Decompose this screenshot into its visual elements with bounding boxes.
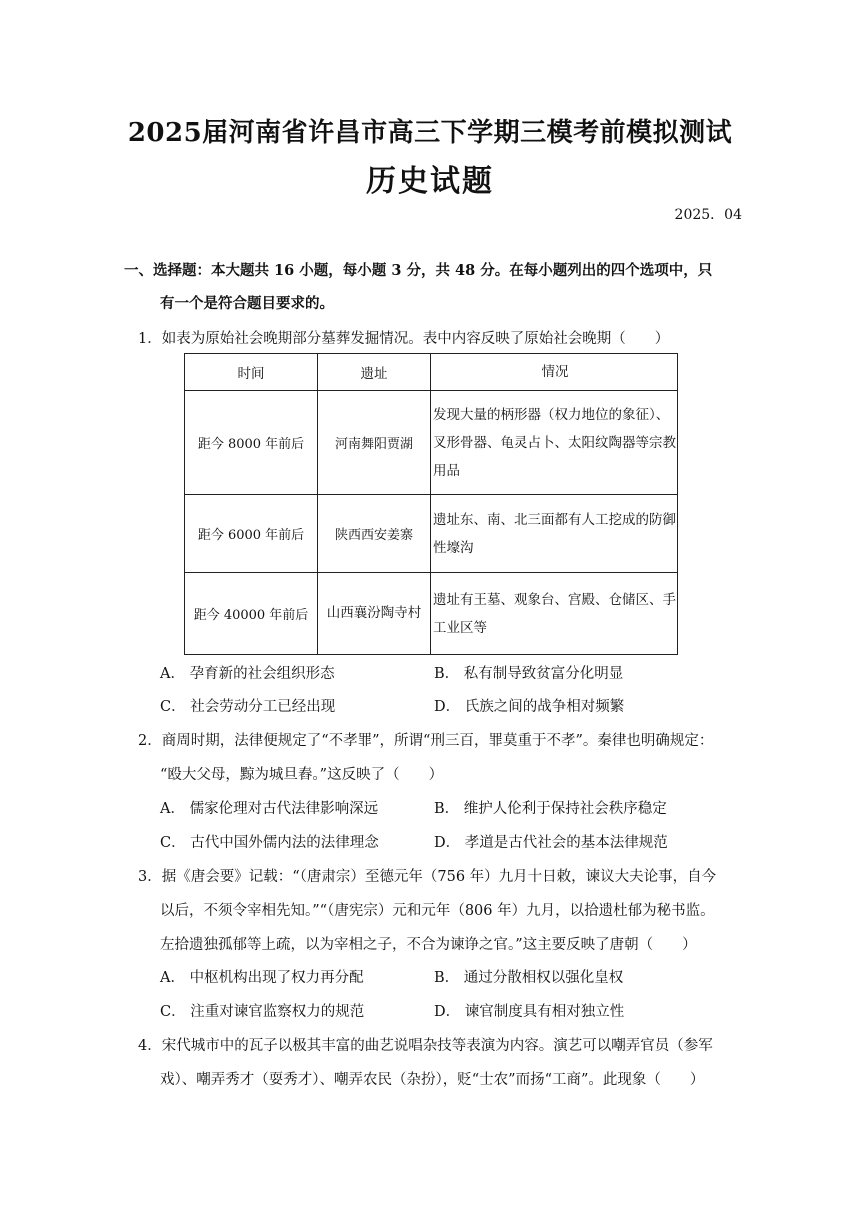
table-cell-time: 距今 40000 年前后 [185,573,318,655]
q1-stem: 1．如表为原始社会晚期部分墓葬发掘情况。表中内容反映了原始社会晚期（ ） [138,331,670,347]
q1-table [184,353,678,655]
table-cell-time: 距今 6000 年前后 [185,495,318,573]
table-cell-site: 陕西西安姜寨 [318,495,431,573]
q3-stem-line1: 3．据《唐会要》记载：“（唐肃宗）至德元年（756 年）九月十日敕，谏议大夫论事，自今 [138,869,717,885]
q2-option-b[interactable]: B． 维护人伦利于保持社会秩序稳定 [434,801,667,817]
q4-stem-line1: 4．宋代城市中的瓦子以极其丰富的曲艺说唱杂技等表演为内容。演艺可以嘲弄官员（参军 [138,1038,713,1054]
q1-option-a[interactable]: A． 孕育新的社会组织形态 [160,666,335,682]
q3-option-d[interactable]: D． 谏官制度具有相对独立性 [434,1004,625,1020]
exam-title: 2025届河南省许昌市高三下学期三模考前模拟测试 [127,118,733,148]
table-row [185,573,678,655]
exam-date: 2025．04 [674,207,742,223]
q3-stem-line3: 左拾遗独孤郁等上疏，以为宰相之子，不合为谏诤之官。”这主要反映了唐朝（ ） [160,937,697,953]
table-cell-time: 距今 8000 年前后 [185,391,318,495]
table-row [185,391,678,495]
q3-stem-line2: 以后，不须令宰相先知。”“（唐宪宗）元和元年（806 年）九月，以拾遗杜郁为秘书监。 [160,903,715,919]
q3-option-a[interactable]: A． 中枢机构出现了权力再分配 [160,970,364,986]
q2-stem-line2: “殴大父母，黥为城旦舂。”这反映了（ ） [160,767,444,783]
q2-option-d[interactable]: D． 孝道是古代社会的基本法律规范 [434,835,668,851]
table-cell-site: 山西襄汾陶寺村 [318,573,431,655]
q3-option-c[interactable]: C． 注重对谏官监察权力的规范 [160,1004,365,1020]
q4-stem-line2: 戏）、嘲弄秀才（耍秀才）、嘲弄农民（杂扮），贬“士农”而扬“工商”。此现象（ ） [160,1072,705,1088]
table-header-detail: 情况 [431,354,678,391]
section-instructions-line1: 一、选择题：本大题共 16 小题，每小题 3 分，共 48 分。在每小题列出的四个选项中，只 [124,262,713,279]
table-cell-detail: 遗址东、南、北三面都有人工挖成的防御性壕沟 [431,495,678,573]
table-cell-detail: 遗址有王墓、观象台、宫殿、仓储区、手工业区等 [431,573,678,655]
q3-option-b[interactable]: B． 通过分散相权以强化皇权 [434,970,624,986]
table-cell-detail: 发现大量的柄形器（权力地位的象征）、叉形骨器、龟灵占卜、太阳纹陶器等宗教用品 [431,391,678,495]
section-instructions-line2: 有一个是符合题目要求的。 [160,295,334,312]
table-cell-site: 河南舞阳贾湖 [318,391,431,495]
q1-option-d[interactable]: D． 氏族之间的战争相对频繁 [434,699,625,715]
q1-option-c[interactable]: C． 社会劳动分工已经出现 [160,699,336,715]
exam-subject: 历史试题 [366,164,494,199]
table-header-row [185,354,678,391]
q2-stem-line1: 2．商周时期，法律便规定了“不孝罪”，所谓“刑三百，罪莫重于不孝”。秦律也明确规定： [138,733,714,749]
table-header-site: 遗址 [318,354,431,391]
q2-option-c[interactable]: C． 古代中国外儒内法的法律理念 [160,835,379,851]
table-header-time: 时间 [185,354,318,391]
q2-option-a[interactable]: A． 儒家伦理对古代法律影响深远 [160,801,379,817]
q1-option-b[interactable]: B． 私有制导致贫富分化明显 [434,666,624,682]
table-row [185,495,678,573]
